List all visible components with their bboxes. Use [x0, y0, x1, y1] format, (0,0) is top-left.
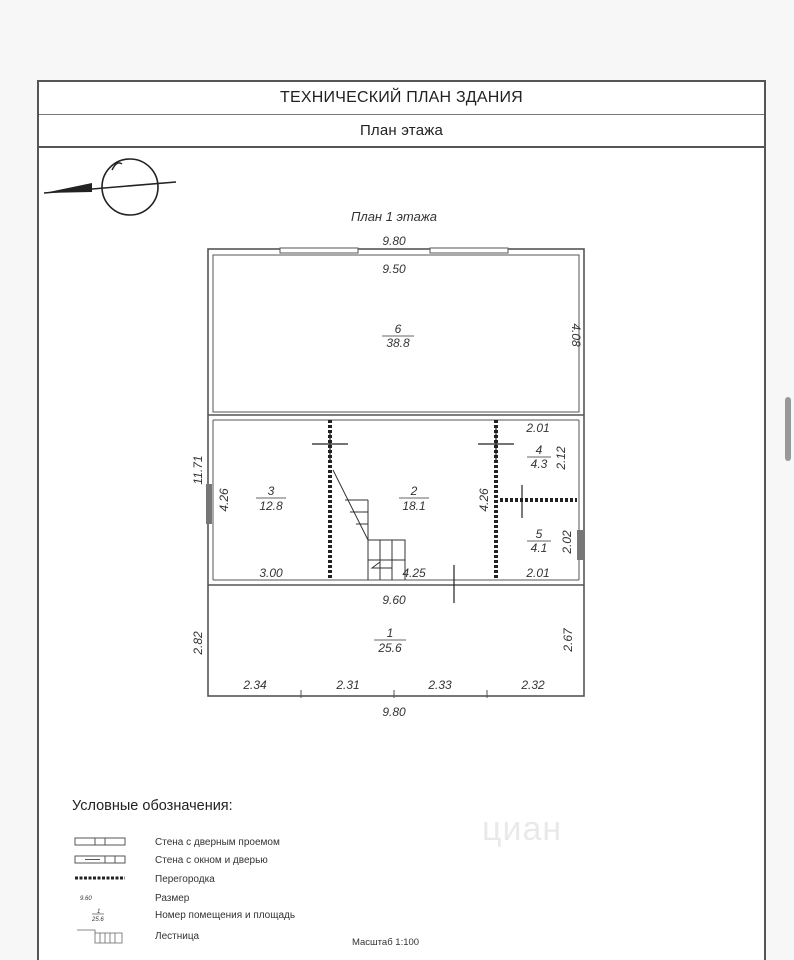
- room-2-area: 18.1: [402, 499, 426, 513]
- room-6-label: [382, 322, 414, 350]
- legend-label-stairs: Лестница: [155, 931, 200, 942]
- plan-caption: План 1 этажа: [350, 209, 438, 224]
- legend-title: Условные обозначения:: [72, 798, 233, 814]
- window-top-left: [280, 248, 358, 253]
- window-right: [577, 530, 583, 560]
- room-2-number: 2: [410, 484, 418, 498]
- room-4-label: [527, 443, 551, 471]
- room-5-area: 4.1: [530, 541, 548, 555]
- room-3-area: 12.8: [259, 499, 283, 513]
- legend-label-room-number: Номер помещения и площадь: [155, 910, 296, 921]
- stairs-icon: [333, 470, 405, 580]
- room-4-number: 4: [535, 443, 543, 457]
- room-1-label: [374, 626, 406, 655]
- legend-symbol-wall-window: [75, 856, 125, 863]
- legend-symbol-room-area: 25.6: [92, 917, 104, 923]
- room-5-number: 5: [535, 527, 543, 541]
- room-6-area: 38.8: [386, 336, 410, 350]
- sheet-title: ТЕХНИЧЕСКИЙ ПЛАН ЗДАНИЯ: [39, 82, 764, 115]
- scrollbar-thumb[interactable]: [785, 397, 791, 461]
- dim-bottom-left-height: 2.82: [191, 631, 205, 655]
- north-arrow-icon: [44, 159, 176, 215]
- sheet-subtitle: План этажа: [39, 115, 764, 148]
- dim-room5-height: 2.02: [560, 530, 574, 554]
- legend-label-dimension: Размер: [155, 893, 190, 904]
- dim-room3-height: 4.26: [217, 488, 231, 512]
- legend-symbol-wall-door: [75, 838, 125, 845]
- scale-note: Масштаб 1:100: [352, 937, 420, 948]
- room-2-label: [399, 484, 429, 513]
- room-1-area: 25.6: [378, 641, 402, 655]
- dim-left-total: 11.71: [191, 455, 205, 485]
- legend-label-partition: Перегородка: [155, 874, 215, 885]
- dim-bottom-seg1: 2.34: [243, 678, 267, 692]
- window-top-right: [430, 248, 508, 253]
- outer-wall: [208, 249, 584, 696]
- legend-symbol-stairs: [77, 930, 122, 943]
- dim-bottom-outer: 9.80: [382, 705, 406, 719]
- dim-room2-width: 4.25: [402, 566, 426, 580]
- legend-label-wall-door: Стена с дверным проемом: [155, 837, 280, 848]
- dim-room4-height: 2.12: [554, 446, 568, 470]
- watermark-logo: циан: [482, 810, 563, 848]
- legend-symbol-room-number: 1: [97, 909, 101, 915]
- dim-bottom-right-height: 2.67: [561, 628, 575, 652]
- dim-middle-width: 9.60: [382, 593, 406, 607]
- dim-room5-width: 2.01: [526, 566, 550, 580]
- dim-bottom-seg2: 2.31: [336, 678, 360, 692]
- dim-top-inner: 9.50: [382, 262, 406, 276]
- room-3-label: [256, 484, 286, 513]
- dim-bottom-seg4: 2.32: [521, 678, 545, 692]
- dim-top-outer: 9.80: [382, 234, 406, 248]
- dim-room2-height: 4.26: [477, 488, 491, 512]
- room-4-area: 4.3: [530, 457, 548, 471]
- dim-room3-width: 3.00: [259, 566, 283, 580]
- room-5-label: [527, 527, 551, 555]
- room-1-number: 1: [386, 626, 394, 640]
- dim-room6-height: 4.08: [569, 323, 583, 347]
- dim-bottom-seg3: 2.33: [428, 678, 452, 692]
- room-6-number: 6: [394, 322, 402, 336]
- room-3-number: 3: [267, 484, 275, 498]
- legend-symbol-dimension: 9.60: [80, 896, 92, 902]
- dim-room4-width: 2.01: [526, 421, 550, 435]
- legend-label-wall-window: Стена с окном и дверью: [155, 855, 268, 866]
- window-left: [206, 484, 212, 524]
